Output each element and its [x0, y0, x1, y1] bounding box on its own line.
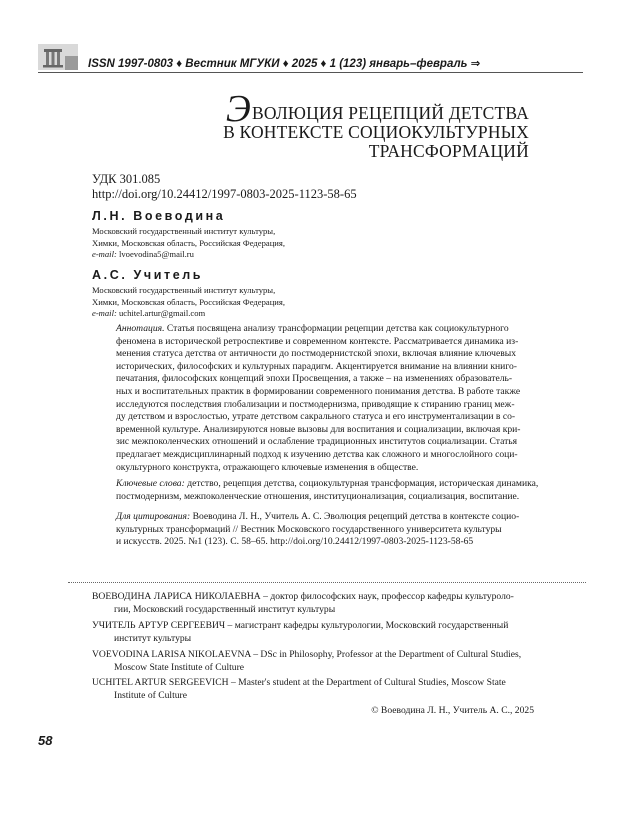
journal-header: ISSN 1997-0803 ♦ Вестник МГУКИ ♦ 2025 ♦ 1 (123) январь–февраль ⇒ [88, 58, 481, 70]
citation [116, 511, 534, 549]
keywords-line: постмодернизм, межпоколенческие отношения, институционализация, социализация, воспитание. [116, 490, 520, 502]
abstract-line: ду детством и взрослостью, утрате детством сакрального статуса и его инструментализации в со- [116, 411, 516, 423]
note-line: гии, Московский государственный институт культуры [114, 603, 336, 615]
citation-line: и искусств. 2025. №1 (123). С. 58–65. http://doi.org/10.24412/1997-0803-2025-1123-58-65 [116, 536, 474, 548]
abstract-line: исследуются последствия глобализации и постмодернизма, приводящие к стиранию границ меж- [116, 398, 515, 410]
citation-line: культурных трансформаций // Вестник Московского государственного университета культуры [116, 523, 502, 535]
author-email-2[interactable]: uchitel.artur@gmail.com [118, 308, 206, 318]
title-line-1 [223, 88, 529, 130]
author-note-2 [92, 620, 542, 645]
abstract-line-text: Статья посвящена анализу трансформации рецепции детства как социокультурного [164, 323, 509, 334]
email-label: e-mail: [92, 249, 117, 259]
abstract-line [116, 323, 534, 336]
abstract-line: менения статуса детства от античности до постмодернистской эпохи, включая влияние ключевых [116, 348, 516, 360]
note-line: VOEVODINA LARISA NIKOLAEVNA – DSc in Philosophy, Professor at the Department of Cultural Studies, [92, 649, 522, 660]
title-dropcap: Э [225, 88, 252, 130]
page-number: 58 [38, 733, 53, 748]
affiliation-email-row [92, 308, 452, 320]
abstract-line: ных и воспитательных практик в формировании современного понимания детства. В работе также [116, 385, 521, 397]
abstract-line: предлагает междисциплинарный подход к изучению детства как сложного и многослойного соци- [116, 448, 518, 460]
dotted-divider [68, 582, 586, 583]
affiliation-institute: Московский государственный институт культуры, [92, 226, 276, 236]
copyright: © Воеводина Л. Н., Учитель А. С., 2025 [371, 705, 534, 716]
affiliation-location: Химки, Московская область, Российская Федерация, [92, 296, 285, 307]
doi-link[interactable]: http://doi.org/10.24412/1997-0803-2025-1123-58-65 [92, 187, 357, 201]
affiliation-email-row [92, 249, 452, 261]
note-line: UCHITEL ARTUR SERGEEVICH – Master's student at the Department of Cultural Studies, Moscow State [92, 677, 506, 688]
abstract-line: окультурного конструкта, отражающего ключевые изменения в обществе. [116, 461, 419, 473]
title-line-3: ТРАНСФОРМАЦИЙ [368, 141, 529, 161]
abstract-label: Аннотация. [116, 323, 165, 334]
affiliation-institute: Московский государственный институт культуры, [92, 285, 276, 295]
email-label: e-mail: [92, 308, 117, 318]
author-name-1: Л.Н. Воеводина [92, 209, 226, 223]
keywords-line [116, 478, 539, 491]
keywords-label: Ключевые слова: [116, 478, 185, 489]
abstract-line: феномена в исторической ретроспективе и современном контексте. Рассматривается динамика из- [116, 335, 519, 347]
abstract-line: печатания, философских концепций эпохи Просвещения, а также – на изменениях образователь- [116, 373, 513, 385]
author-note-1 [92, 591, 542, 616]
author-affiliation-2 [92, 285, 452, 320]
citation-line [116, 511, 534, 524]
citation-line-text: Воеводина Л. Н., Учитель А. С. Эволюция рецепций детства в контексте социо- [190, 511, 520, 522]
note-line: институт культуры [114, 632, 192, 644]
author-note-4 [92, 677, 542, 702]
title-line-1-text: ВОЛЮЦИЯ РЕЦЕПЦИЙ ДЕТСТВА [252, 103, 529, 123]
note-line: Moscow State Institute of Culture [114, 661, 245, 673]
abstract-line: исторических, философских и культурных парадигм. Акцентируется внимание на влиянии книго- [116, 360, 518, 372]
note-line: ВОЕВОДИНА ЛАРИСА НИКОЛАЕВНА – доктор философских наук, профессор кафедры культуроло- [92, 591, 514, 602]
header-divider [38, 72, 583, 73]
abstract-line: зис межпоколенческих отношений и ослабление традиционных институтов социализации. Статья [116, 436, 518, 448]
author-name-2: А.С. Учитель [92, 268, 204, 282]
article-title [223, 88, 529, 161]
keywords [116, 478, 539, 503]
abstract-line: временной культуре. Анализируются новые вызовы для воспитания и социализации, включая кри- [116, 423, 521, 435]
citation-label: Для цитирования: [116, 511, 191, 522]
note-line: Institute of Culture [114, 689, 188, 701]
affiliation-location: Химки, Московская область, Российская Федерация, [92, 237, 285, 248]
note-line: УЧИТЕЛЬ АРТУР СЕРГЕЕВИЧ – магистрант кафедры культурологии, Московский государственный [92, 620, 509, 631]
abstract [116, 323, 534, 474]
author-note-3 [92, 649, 542, 674]
author-email-1[interactable]: lvoevodina5@mail.ru [118, 249, 194, 259]
udc-code: УДК 301.085 [92, 172, 161, 186]
title-line-2: В КОНТЕКСТЕ СОЦИОКУЛЬТУРНЫХ [223, 122, 529, 142]
author-affiliation-1 [92, 226, 452, 261]
column-logo-icon [38, 44, 78, 70]
keywords-line-text: детство, рецепция детства, социокультурная трансформация, историческая динамика, [184, 478, 539, 489]
